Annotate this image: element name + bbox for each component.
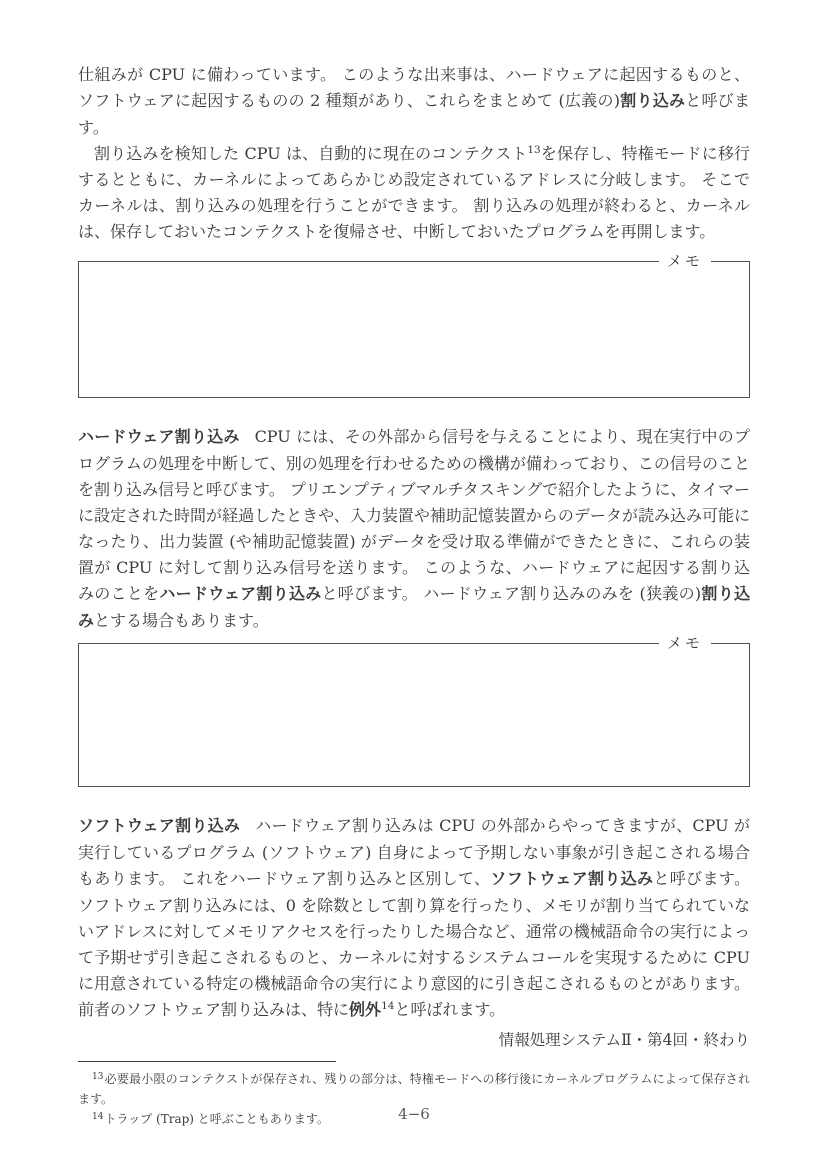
text-run: ハードウェア割り込みは CPU の外部からやってきますが、CPU が実行しているプログラム (ソフトウェア) 自身によって予期しない事象が引き起こされる場合もあります。 これをハードウェア割り込みと区別して、 xyxy=(78,816,750,888)
memo-box-2 xyxy=(78,634,750,787)
footnote-number: 14 xyxy=(92,1112,104,1122)
paragraph-intro xyxy=(78,62,750,141)
bold-term-interrupt: 割り込み xyxy=(619,93,686,110)
text-run: とする場合もあります。 xyxy=(94,611,269,630)
text-run: と呼びます。 ハードウェア割り込みのみを (狭義の) xyxy=(321,584,702,603)
footnote-text: トラップ (Trap) と呼ぶこともあります。 xyxy=(104,1112,329,1126)
footnote-rule xyxy=(78,1061,336,1062)
closing-line: 情報処理システムⅡ・第4回・終わり xyxy=(498,1031,750,1049)
paragraph-software-interrupt xyxy=(78,813,750,1024)
page-number: 4−6 xyxy=(398,1105,430,1123)
bold-term-software-interrupt: ソフトウェア割り込み xyxy=(490,871,654,888)
memo-label: メモ xyxy=(659,634,711,653)
text-run: 仕組みが CPU に備わっています。 このような出来事は、ハードウェアに起因するものと、ソフトウェアに起因するものの 2 種類があり、これらをまとめて (広義の) xyxy=(78,65,750,110)
heading-hardware-interrupt: ハードウェア割り込み xyxy=(78,429,240,446)
text-run: 割り込みを検知した CPU は、自動的に現在のコンテクスト xyxy=(94,144,528,163)
bold-term-interrupt-narrow: 割り込み xyxy=(78,586,750,630)
memo-label: メモ xyxy=(659,252,711,271)
memo-box-1 xyxy=(78,252,750,398)
text-run: と呼ばれます。 xyxy=(394,1000,506,1019)
paragraph-interrupt-detection xyxy=(78,141,750,245)
bold-term-exception: 例外 xyxy=(349,1002,382,1019)
text-run: と呼びます。 ソフトウェア割り込みには、0 を除数として割り算を行ったり、メモリが割り当てられていないアドレスに対してメモリアクセスを行ったりした場合など、通常の機械語命令の実行によって予期せず引き起こされるものと、カーネルに対するシステムコールを実現するために CPU に用意されている特定の機械語命令の実行により意図的に引き起こされるものとがあります。 前者のソフトウェア割り込みは、特に xyxy=(78,869,750,1019)
text-run: と呼びます。 xyxy=(78,91,750,137)
paragraph-hardware-interrupt xyxy=(78,424,750,635)
footnote-text: 必要最小限のコンテクストが保存され、残りの部分は、特権モードへの移行後にカーネルプログラムによって保存されます。 xyxy=(78,1072,750,1106)
bold-term-hardware-interrupt: ハードウェア割り込み xyxy=(159,586,322,603)
heading-software-interrupt: ソフトウェア割り込み xyxy=(78,818,241,835)
footnote-13 xyxy=(78,1069,750,1109)
footnote-ref-14: 14 xyxy=(381,1000,395,1012)
text-run: を保存し、特権モードに移行するとともに、カーネルによってあらかじめ設定されているアドレスに分岐します。 そこでカーネルは、割り込みの処理を行うことができます。 割り込みの処理が終わると、カーネルは、保存しておいたコンテクストを復帰させ、中断しておいたプログラムを再開します。 xyxy=(78,144,750,241)
footnote-ref-13: 13 xyxy=(527,144,541,156)
footnote-number: 13 xyxy=(92,1072,104,1082)
text-run: CPU には、その外部から信号を与えることにより、現在実行中のプログラムの処理を中断して、別の処理を行わせるための機構が備わっており、この信号のことを割り込み信号と呼びます。 プリエンプティブマルチタスキングで紹介したように、タイマーに設定された時間が経過したときや、入力装置や補助記憶装置からのデータが読み込み可能になったり、出力装置 (や補助記憶装置) がデータを受け取る準備ができたときに、これらの装置が CPU に対して割り込み信号を送ります。 このような、ハードウェアに起因する割り込みのことを xyxy=(78,427,750,603)
